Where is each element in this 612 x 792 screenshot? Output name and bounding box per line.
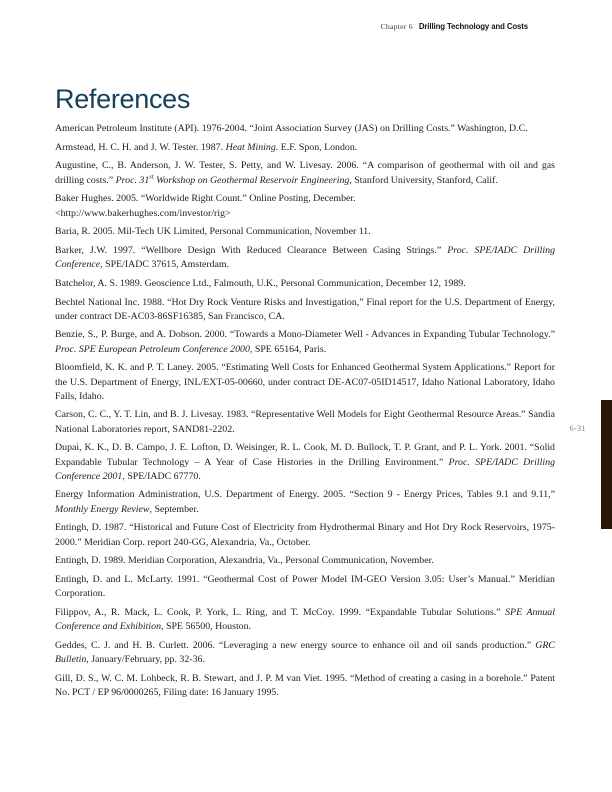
chapter-label: Chapter 6 <box>380 22 413 31</box>
reference-entry: Barker, J.W. 1997. “Wellbore Design With Reduced Clearance Between Casing Strings.” Proc. SPE/IADC Drilling Conference, SPE/IADC 37615, Amsterdam. <box>55 244 556 271</box>
reference-entry: Energy Information Administration, U.S. Department of Energy. 2005. “Section 9 - Energy Prices, Tables 9.1 and 9.11,” Monthly Energy Review, September. <box>55 489 555 515</box>
page-title: References <box>55 84 191 114</box>
references-section <box>55 85 555 705</box>
reference-list <box>55 122 555 700</box>
reference-entry: Baker Hughes. 2005. “Worldwide Right Count.” Online Posting, December. <http://www.bakerhughes.com/investor/rig> <box>55 193 356 219</box>
reference-entry: Geddes, C. J. and H. B. Curlett. 2006. “Leveraging a new energy source to enhance oil and oil sands production.” GRC Bulletin, January/February, pp. 32-36. <box>55 639 555 665</box>
reference-entry: Filippov, A., R. Mack, L. Cook, P. York, L. Ring, and T. McCoy. 1999. “Expandable Tubular Solutions.” SPE Annual Conference and Exhibition, SPE 56500, Houston. <box>55 606 555 633</box>
reference-entry: Entingh, D. 1989. Meridian Corporation, Alexandria, Va., Personal Communication, November. <box>55 555 434 567</box>
reference-entry: Entingh, D. 1987. “Historical and Future Cost of Electricity from Hydrothermal Binary and Hot Dry Rock Reservoirs, 1975-2000.” Meridian Corp. report 240-GG, Alexandria, Va., October. <box>55 522 555 548</box>
reference-entry: Entingh, D. and L. McLarty. 1991. “Geothermal Cost of Power Model IM-GEO Version 3.05: User’s Manual.” Meridian Corporation. <box>55 573 555 600</box>
reference-entry: Benzie, S., P. Burge, and A. Dobson. 2000. “Towards a Mono-Diameter Well - Advances in Expanding Tubular Technology.” Proc. SPE European Petroleum Conference 2000, SPE 65164, Paris. <box>55 329 555 355</box>
reference-entry: Augustine, C., B. Anderson, J. W. Tester, S. Petty, and W. Livesay. 2006. “A comparison of geothermal with oil and gas drilling costs.” Proc. 31st Workshop on Geothermal Reservoir Engineering, Stanford University, Stanford, Calif. <box>55 160 555 186</box>
page-number: 6-31 <box>569 424 586 433</box>
reference-entry: Armstead, H. C. H. and J. W. Tester. 1987. Heat Mining. E.F. Spon, London. <box>55 141 358 153</box>
reference-entry: Batchelor, A. S. 1989. Geoscience Ltd., Falmouth, U.K., Personal Communication, December 12, 1989. <box>55 277 466 289</box>
reference-entry: Bechtel National Inc. 1988. “Hot Dry Rock Venture Risks and Investigation,” Final report for the U.S. Department of Energy, under contract DE-AC03-86SF16385, San Francisco, CA. <box>55 296 555 322</box>
reference-entry: Carson, C. C., Y. T. Lin, and B. J. Livesay. 1983. “Representative Well Models for Eight Geothermal Resource Areas.” Sandia National Laboratories report, SAND81-2202. <box>55 409 555 435</box>
reference-entry: Dupai, K. K., D. B. Campo, J. E. Lofton, D. Weisinger, R. L. Cook, M. D. Bullock, T. P. Grant, and P. L. York. 2001. “Solid Expandable Tubular Technology – A Year of Case Histories in the Drilling Environment.” Proc. SPE/IADC Drilling Conference 2001, SPE/IADC 67770. <box>55 442 556 482</box>
reference-entry: Gill, D. S., W. C. M. Lohbeck, R. B. Stewart, and J. P. M van Viet. 1995. “Method of creating a casing in a borehole.” Patent No. PCT / EP 96/0000265, Filing date: 16 January 1995. <box>55 672 555 698</box>
page-edge-tab <box>601 400 612 529</box>
reference-entry: American Petroleum Institute (API). 1976-2004. “Joint Association Survey (JAS) on Drilling Costs.” Washington, D.C. <box>55 123 528 134</box>
reference-entry: Baria, R. 2005. Mil-Tech UK Limited, Personal Communication, November 11. <box>55 226 371 238</box>
chapter-title: Drilling Technology and Costs <box>418 22 528 31</box>
reference-entry: Bloomfield, K. K. and P. T. Laney. 2005. “Estimating Well Costs for Enhanced Geothermal System Applications.” Report for the U.S. Department of Energy, INL/EXT-05-00660, under contract DE-AC07-05ID14517, Idaho National Laboratory, Idaho Falls, Idaho. <box>55 362 555 402</box>
running-header <box>381 16 529 34</box>
